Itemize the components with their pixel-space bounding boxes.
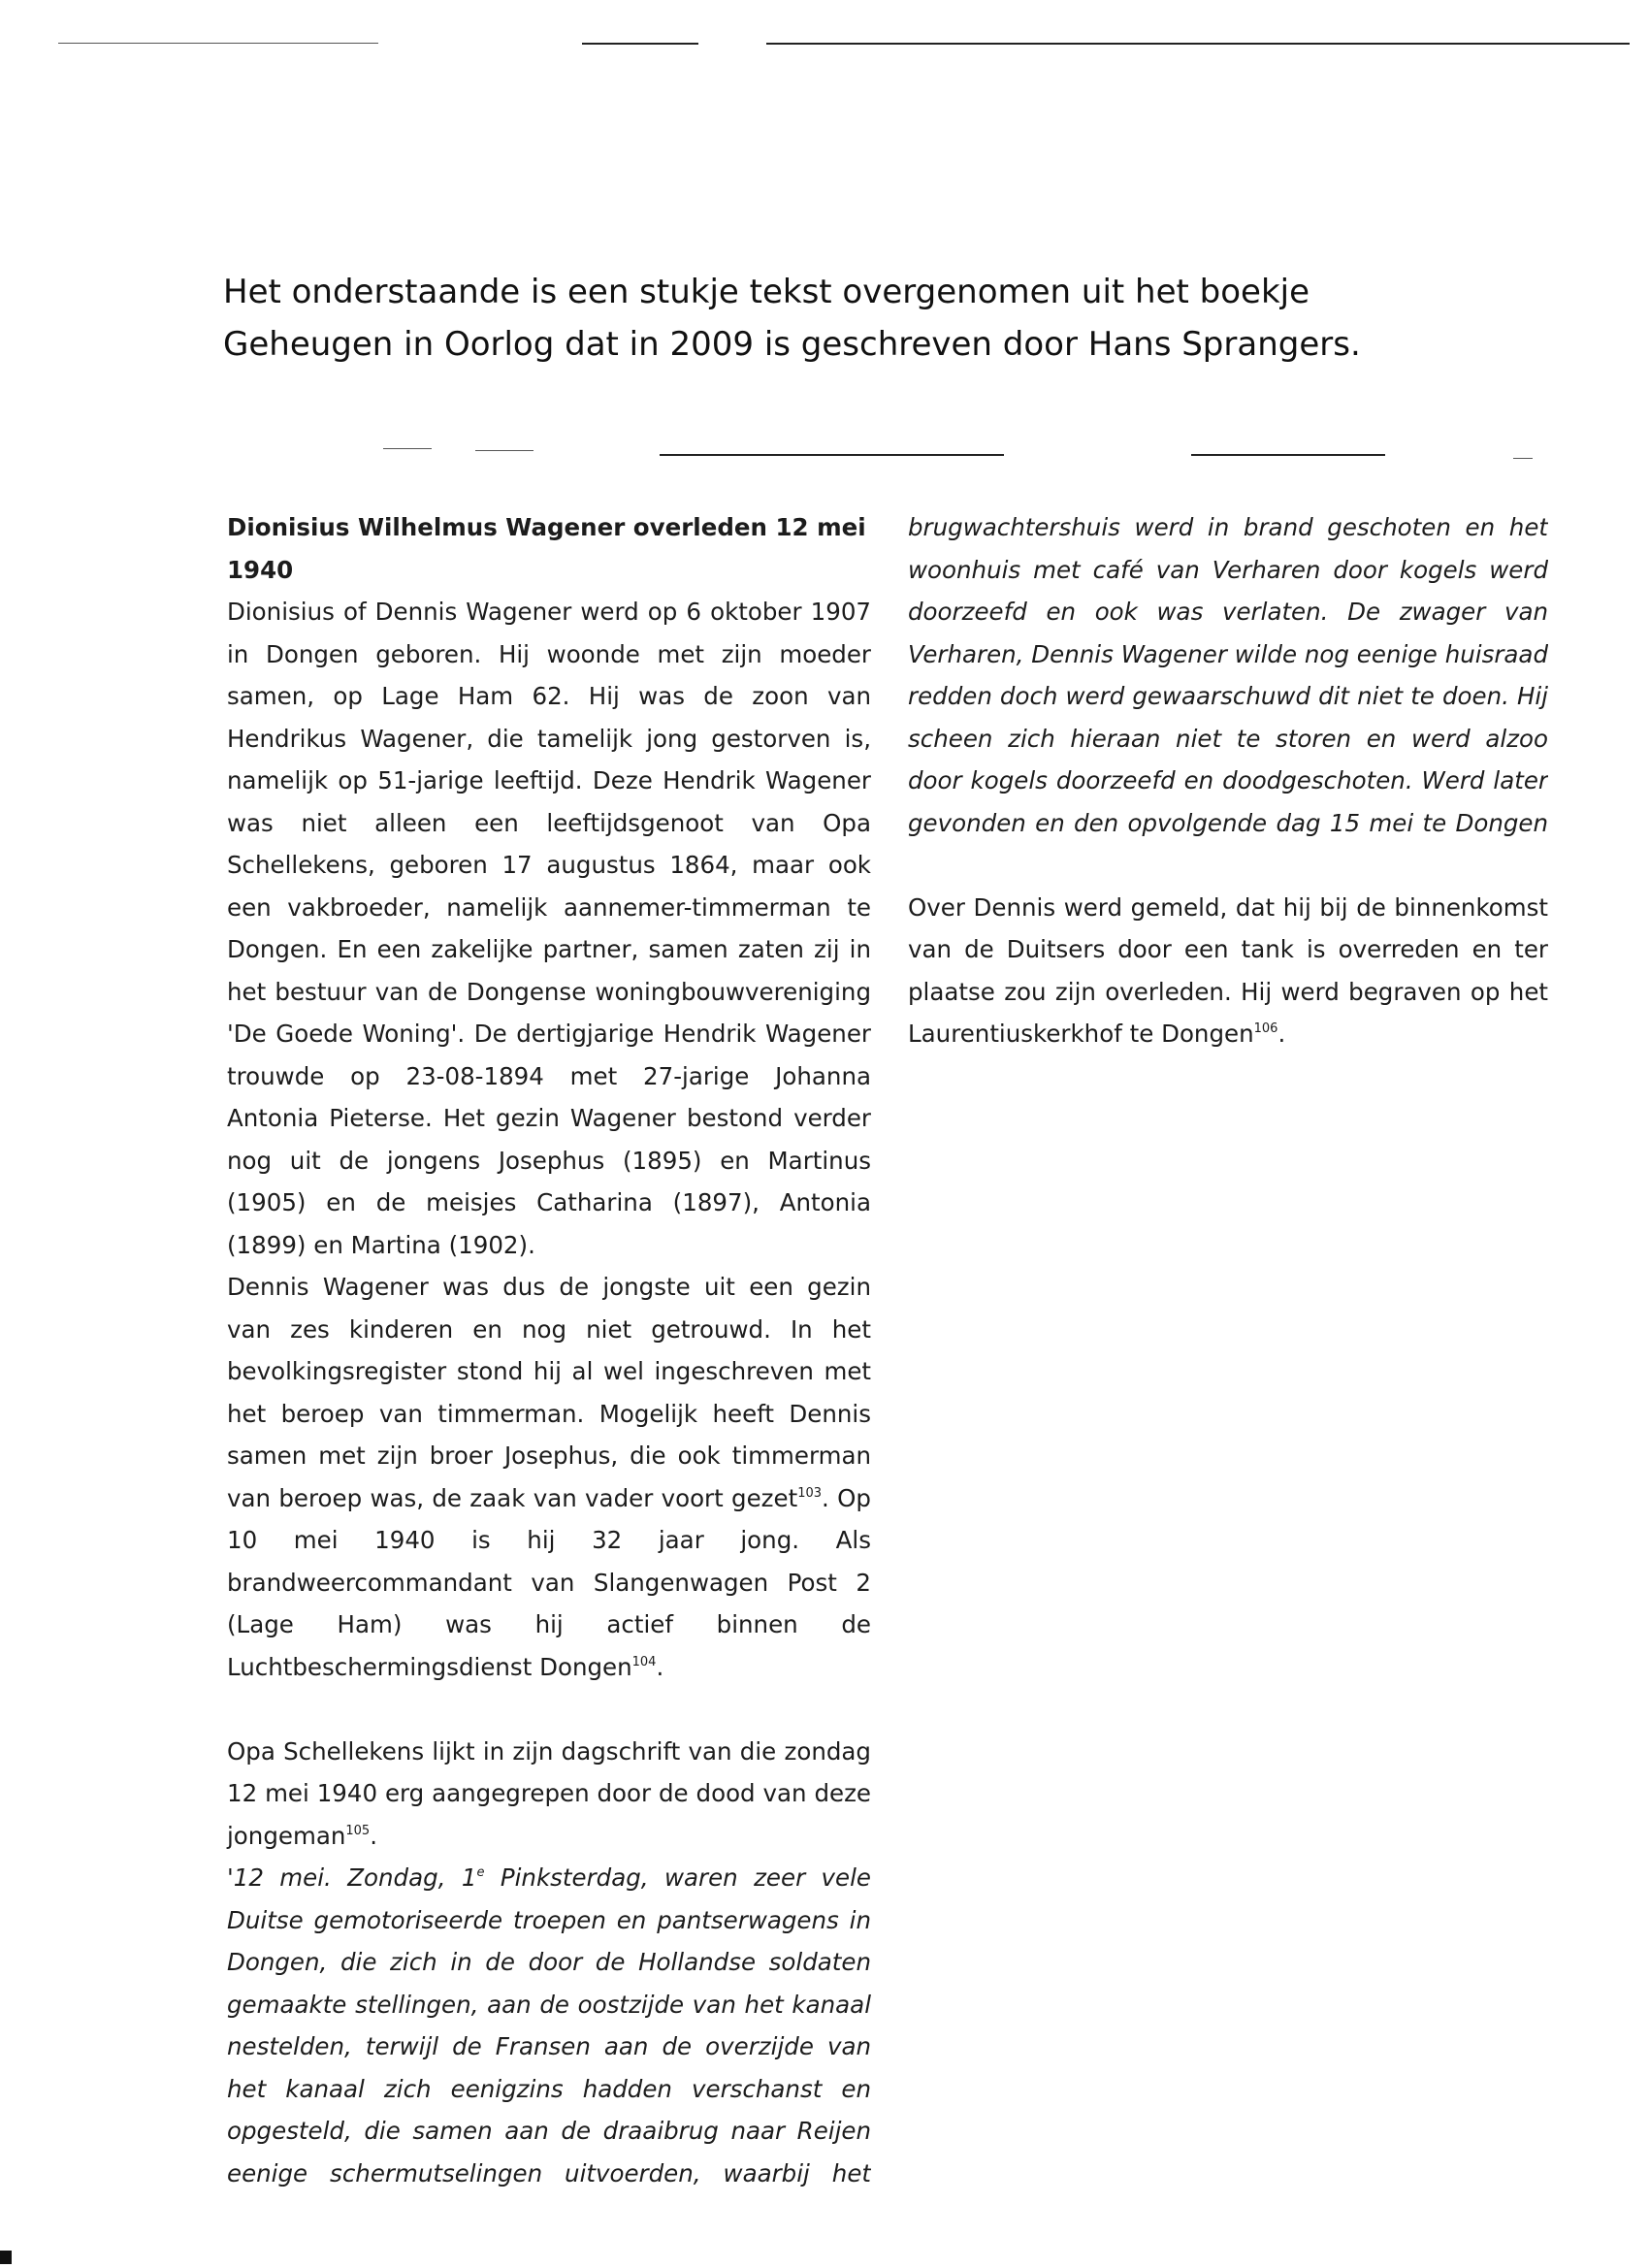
article-heading: Dionisius Wilhelmus Wagener overleden 12 mei 1940 (227, 513, 866, 584)
scan-line (383, 448, 432, 449)
footnote-ref: 103 (797, 1485, 823, 1501)
paragraph-1: Dionisius of Dennis Wagener werd op 6 oktober 1907 in Dongen geboren. Hij woonde met zijn moeder samen, op Lage Ham 62. Hij was de zoon van Hendrikus Wagener, die tamelijk jong gestorven is, namelijk op 51-jarige leeftijd. Deze Hendrik Wagener was niet alleen een leeftijdsgenoot van Opa Schellekens, geboren 17 augustus 1864, maar ook een vakbroeder, namelijk aannemer-timmerman te Dongen. En een zakelijke partner, samen zaten zij in het bestuur van de Dongense woningbouwvereniging 'De Goede Woning'. De dertigjarige Hendrik Wagener trouwde op 23-08-1894 met 27-jarige Johanna Antonia Pieterse. Het gezin Wagener bestond verder nog uit de jongens Josephus (1895) en Martinus (1905) en de meisjes Catharina (1897), Antonia (1899) en Martina (1902). (227, 598, 871, 1259)
article-column-left (227, 506, 871, 2194)
scan-line (766, 43, 1630, 45)
paragraph-3: Opa Schellekens lijkt in zijn dagschrift van die zondag 12 mei 1940 erg aangegrepen door de dood van deze jongeman$^{105}$. (227, 1736, 871, 1850)
intro-text: Het onderstaande is een stukje tekst overgenomen uit het boekje Geheugen in Oorlog dat in 2009 is geschreven door Hans Sprangers. (223, 273, 1361, 364)
scan-line (660, 454, 1004, 456)
paragraph-2: Dennis Wagener was dus de jongste uit een gezin van zes kinderen en nog niet getrouwd. In het bevolkingsregister stond hij al wel ingeschreven met het beroep van timmerman. Mogelijk heeft Dennis samen met zijn broer Josephus, die ook timmerman van beroep was, de zaak van vader voort gezet$^{103}$. Op 10 mei 1940 is hij 32 jaar jong. Als brandweercommandant van Slangenwagen Post 2 (Lage Ham) was hij actief binnen de Luchtbeschermingsdienst Dongen$^{104}$. (227, 1273, 871, 1681)
scan-line (475, 450, 534, 451)
footnote-ref: 105 (345, 1823, 371, 1838)
paragraph-4: Over Dennis werd gemeld, dat hij bij de binnenkomst van de Duitsers door een tank is overreden en ter plaatse zou zijn overleden. Hij werd begraven op het Laurentiuskerkhof te Dongen$^{106}$. (908, 892, 1548, 1048)
footnote-ref: 106 (1253, 1021, 1278, 1036)
scan-line (58, 43, 378, 44)
scan-line (1191, 454, 1385, 456)
article-column-right (908, 506, 1548, 1055)
footnote-ref: 104 (631, 1654, 657, 1669)
scan-line (582, 43, 698, 45)
diary-quote-continued: brugwachtershuis werd in brand geschoten en het woonhuis met café van Verharen door kogels werd doorzeefd en ook was verlaten. De zwager van Verharen, Dennis Wagener wilde nog eenige huisraad redden doch werd gewaarschuwd dit niet te doen. Hij scheen zich hieraan niet te storen en werd alzoo door kogels doorzeefd en doodgeschoten. Werd later gevonden en den opvolgende dag 15 mei te Dongen (908, 513, 1548, 837)
scan-line (1513, 458, 1533, 459)
scan-mark (0, 2251, 12, 2264)
diary-quote: '12 mei. Zondag, 1e Pinksterdag, waren zeer vele Duitse gemotoriseerde troepen en pantserwagens in Dongen, die zich in de door de Hollandse soldaten gemaakte stellingen, aan de oostzijde van het kanaal nestelden, terwijl de Fransen aan de overzijde van het kanaal zich eenigzins hadden verschanst en opgesteld, die samen aan de draaibrug naar Reijen eenige schermutselingen uitvoerden, waarbij het (227, 1863, 871, 2187)
